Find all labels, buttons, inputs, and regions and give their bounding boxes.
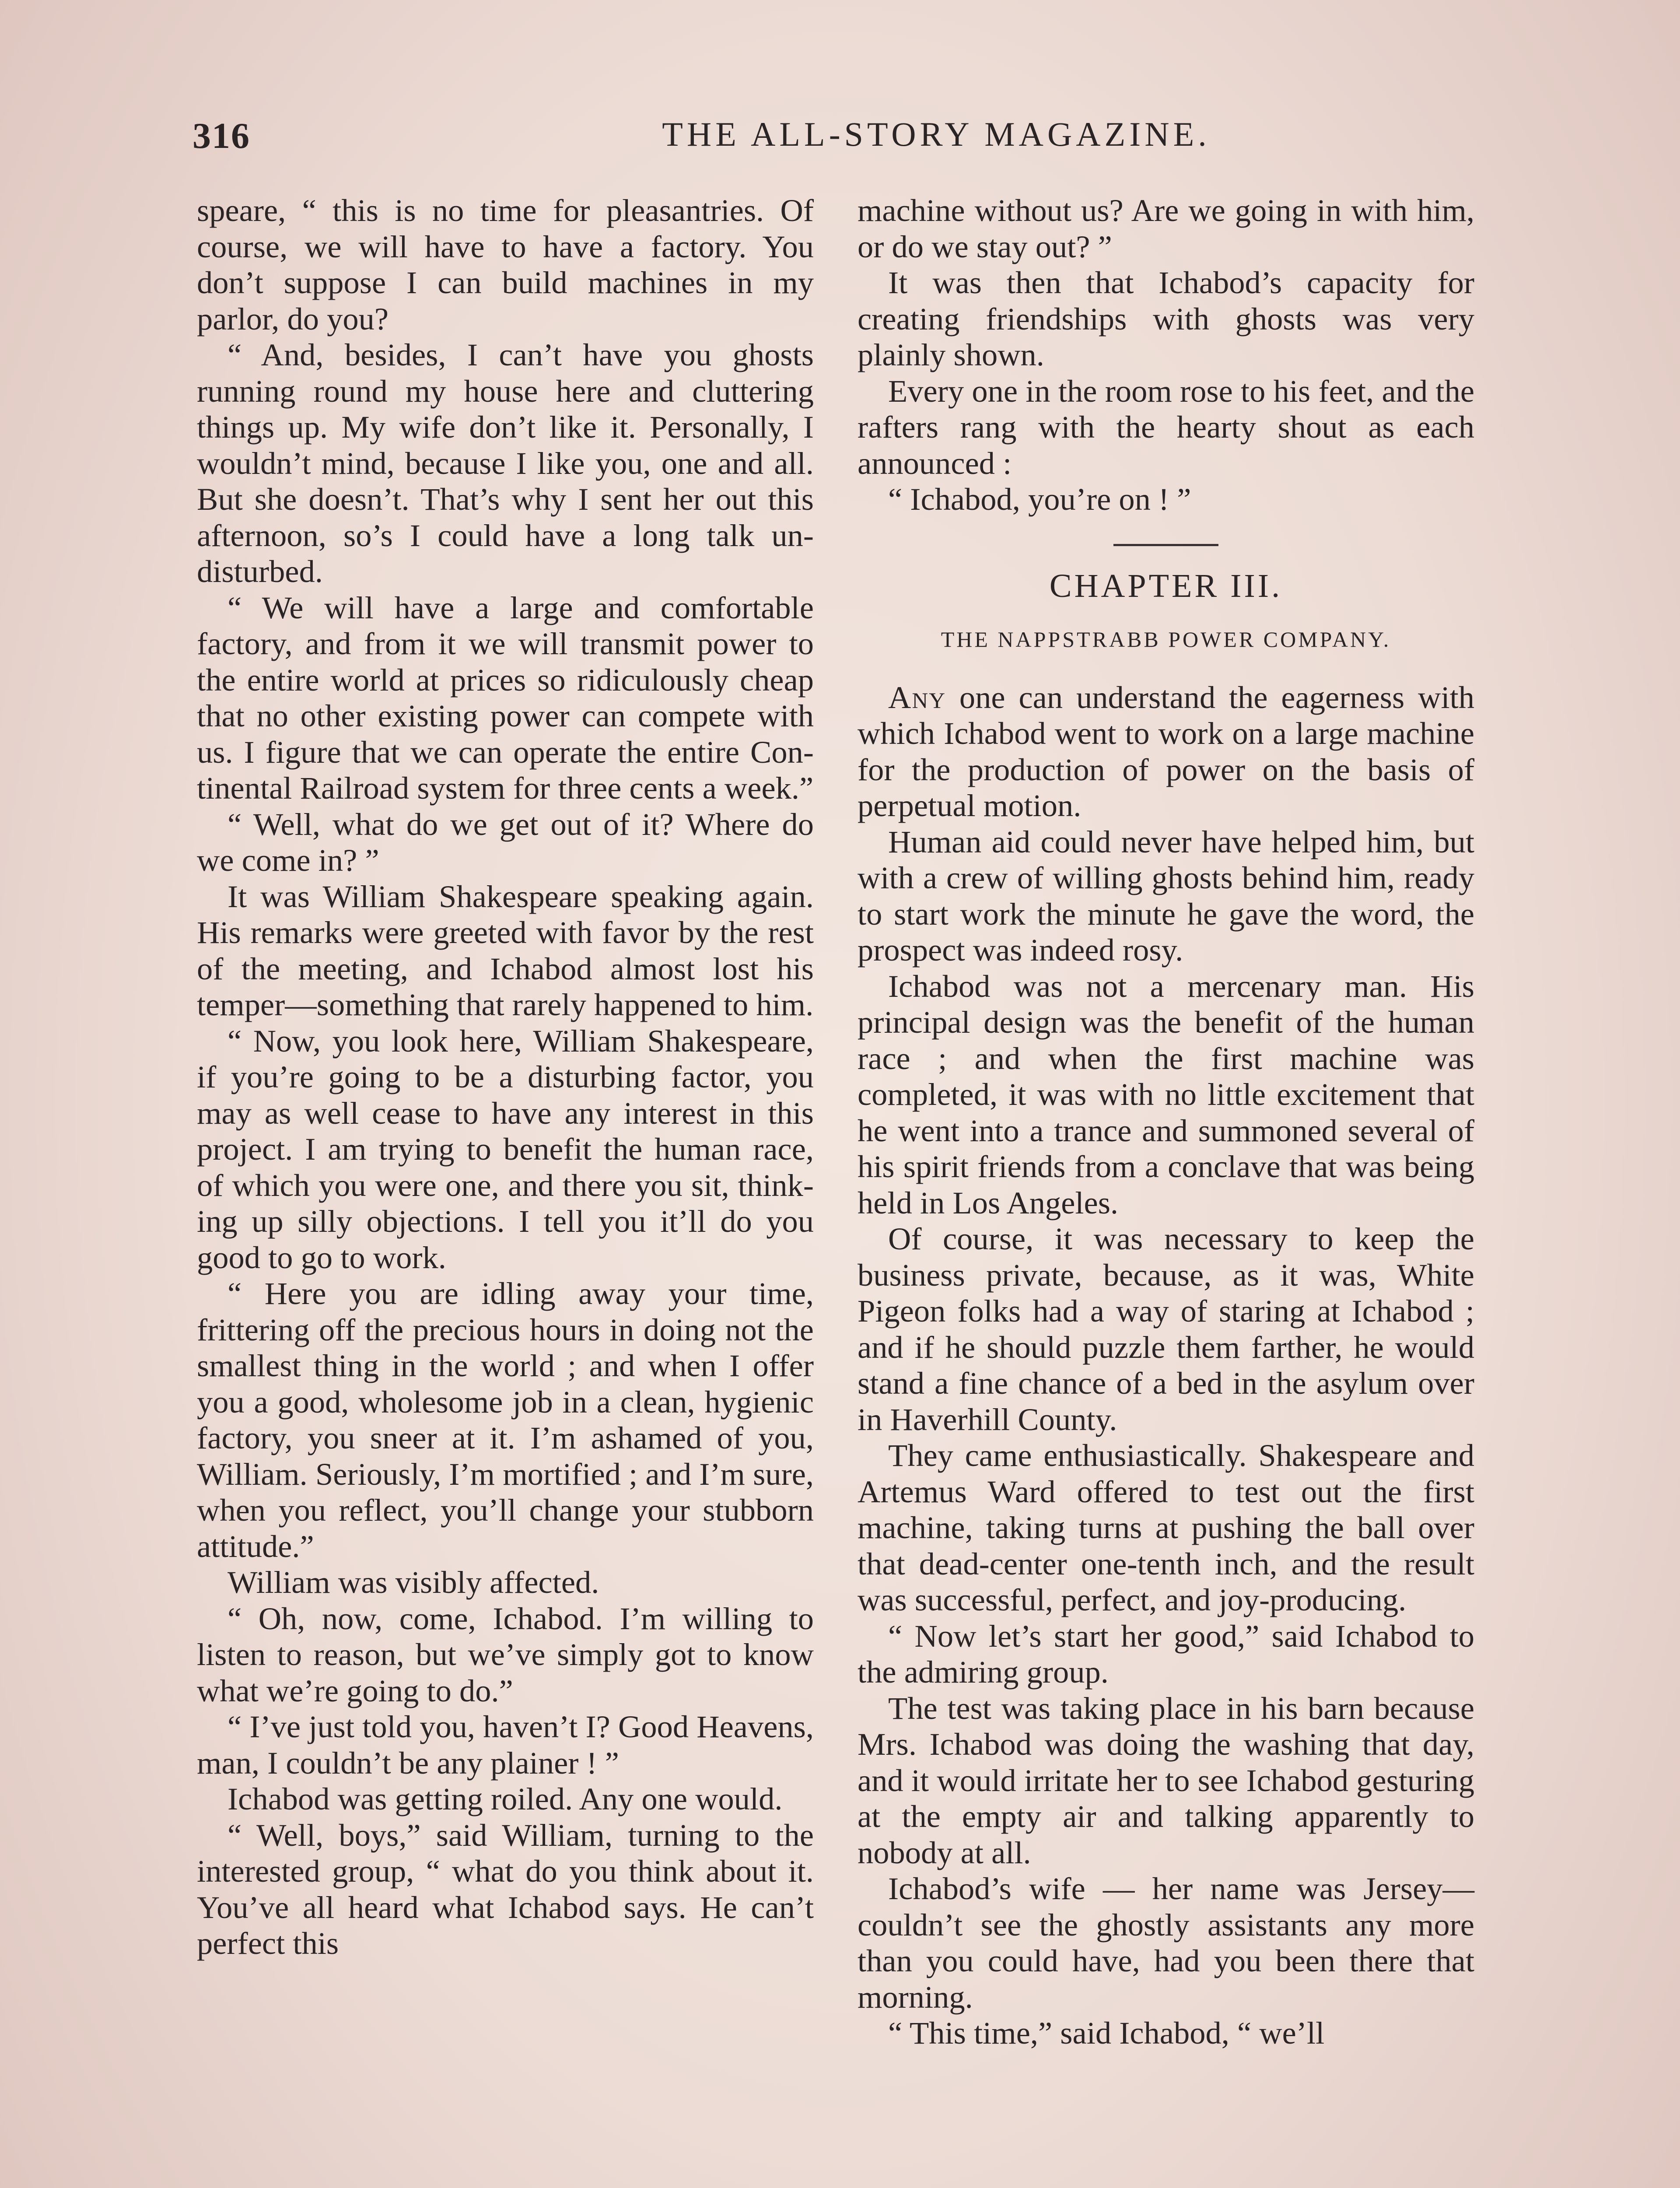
running-title: THE ALL-STORY MAGAZINE. [662, 115, 1211, 153]
paragraph: “ Oh, now, come, Ichabod. I’m willing to listen to reason, but we’ve simply got to know what we’re going to do.” [197, 1600, 814, 1708]
paragraph: William was visibly affected. [228, 1564, 599, 1600]
paragraph: The test was taking place in his barn because Mrs. Ichabod was doing the washing that day, and it would irritate her to see Ichabod gesturing at the empty air and talking apparently to nobody at all. [858, 1690, 1474, 1870]
paragraph: “ We will have a large and comfortable factory, and from it we will transmit power to the entire world at prices so ridiculously cheap that no other existing power can compete with us. I figure that we can operate the entire Continental Railroad system for three cents a week.” [197, 589, 814, 806]
paragraph: They came enthusiastically. Shakespeare and Artemus Ward offered to test out the first machine, taking turns at pushing the ball over that dead-center one-tenth inch, and the result was successful, perfect, and joy-producing. [858, 1438, 1474, 1617]
paragraph: It was then that Ichabod’s capacity for creating friendships with ghosts was very plainly shown. [858, 265, 1474, 372]
chapter-opening-paragraph [858, 680, 1474, 824]
left-column [197, 193, 814, 1962]
paragraph: Ichabod was getting roiled. Any one would. [228, 1781, 783, 1816]
chapter-title: CHAPTER III. [1049, 567, 1283, 604]
chapter-subtitle: THE NAPPSTRABB POWER COMPANY. [941, 627, 1391, 652]
paragraph: “ This time,” said Ichabod, “ we’ll [888, 2015, 1325, 2051]
paragraph: “ I’ve just told you, haven’t I? Good Heavens, man, I couldn’t be any plainer ! ” [197, 1709, 814, 1781]
opening-small-caps: Any [888, 679, 946, 715]
paragraph: machine without us? Are we going in with him, or do we stay out? ” [858, 193, 1474, 264]
page-number: 316 [192, 116, 250, 156]
paragraph: Of course, it was necessary to keep the business private, because, as it was, White Pigeon folks had a way of staring at Ichabod ; and if he should puzzle them farther, he would stand a fine chance of a bed in the asylum over in Haverhill County. [858, 1221, 1474, 1437]
opening-text: one can understand the eagerness with which Ichabod went to work on a large machine for the production of power on the basis of perpetual motion. [858, 679, 1474, 823]
paragraph: “ Now let’s start her good,” said Ichabod to the admiring group. [858, 1618, 1474, 1690]
paragraph: “ Well, what do we get out of it? Where do we come in? ” [197, 806, 814, 878]
paragraph: It was William Shakespeare speaking again. His remarks were greeted with favor by the rest of the meeting, and Ichabod almost lost his temper—something that rarely happened to him. [197, 878, 814, 1022]
paragraph: Ichabod’s wife — her name was Jersey—couldn’t see the ghostly assistants any more than you could have, had you been there that morning. [858, 1871, 1474, 2015]
paragraph: “ Well, boys,” said William, turning to the interested group, “ what do you think about it. You’ve all heard what Ichabod says. He can’t perfect this [197, 1817, 814, 1961]
paragraph: Ichabod was not a mercenary man. His principal design was the benefit of the human race ; and when the first machine was completed, it was with no little excitement that he went into a trance and summoned several of his spirit friends from a conclave that was being held in Los Angeles. [858, 968, 1474, 1220]
paragraph: speare, “ this is no time for pleasantries. Of course, we will have to have a factory. You don’t suppose I can build machines in my parlor, do you? [197, 193, 814, 337]
paragraph: “ Here you are idling away your time, frittering off the precious hours in doing not the smallest thing in the world ; and when I offer you a good, wholesome job in a clean, hygienic factory, you sneer at it. I’m ashamed of you, William. Seriously, I’m mortified ; and I’m sure, when you reflect, you’ll change your stubborn attitude.” [197, 1276, 814, 1564]
paragraph: “ And, besides, I can’t have you ghosts running round my house here and cluttering things up. My wife don’t like it. Personally, I wouldn’t mind, because I like you, one and all. But she doesn’t. That’s why I sent her out this afternoon, so’s I could have a long talk undisturbed. [197, 337, 814, 589]
paragraph: “ Ichabod, you’re on ! ” [888, 481, 1191, 517]
paragraph: Every one in the room rose to his feet, and the rafters rang with the hearty shout as each announced : [858, 373, 1474, 481]
page-header [192, 115, 1488, 167]
section-divider [1113, 544, 1218, 546]
right-column [858, 193, 1474, 2051]
paragraph: “ Now, you look here, William Shakespeare, if you’re going to be a disturbing factor, you may as well cease to have any interest in this project. I am trying to benefit the human race, of which you were one, and there you sit, thinking up silly objections. I tell you it’ll do you good to go to work. [197, 1023, 814, 1275]
paragraph: Human aid could never have helped him, but with a crew of willing ghosts behind him, ready to start work the minute he gave the word, the prospect was indeed rosy. [858, 824, 1474, 968]
